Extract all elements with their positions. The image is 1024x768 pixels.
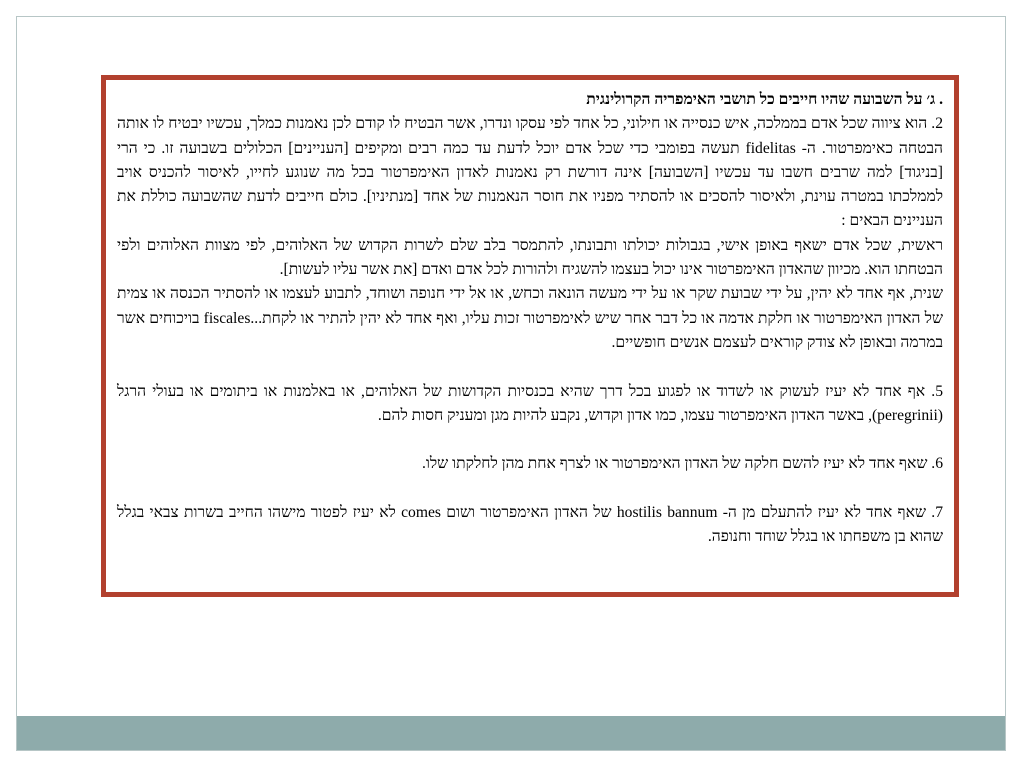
footer-band xyxy=(17,716,1005,750)
text-box xyxy=(101,75,959,597)
paragraph-5: 5. אף אחד לא יעיז לעשוק או לשדוד או לפגוע בכל דרך שהיא בכנסיות הקדושות של האלוהים, או באלמנות או ביתומים או בעולי הרגל (peregrinii), באשר האדון האימפרטור עצמו, כמו אדון וקדוש, נקבע להיות מגן ומעניק חסות להם. xyxy=(117,382,943,424)
document-body xyxy=(117,88,943,550)
document-heading: . ג׳ על השבועה שהיו חייבים כל תושבי האימפריה הקרולינגית xyxy=(586,91,943,108)
paragraph-2: 2. הוא ציווה שכל אדם בממלכה, איש כנסייה או חילוני, כל אחד לפי עסקו ונדרו, אשר הבטיח לו קודם לכן נאמנות כמלך, עכשיו יבטיח לו אותה הבטחה כאימפרטור. ה- fidelitas תעשה בפומבי כדי שכל אדם יוכל לדעת עד כמה רבים ומקיפים [העניינים] הכלולים בשבועה זו. כי הרי [בניגוד] למה שרבים חשבו עד עכשיו [השבועה] אינה דורשת רק נאמנות לאדון האימפרטור בכל מה שנוגע לחייו, לאיסור להכניס אויב לממלכתו במטרה עוינת, ולאיסור להסכים או להסתיר מפניו את חוסר הנאמנות של אחד [מנתיניו]. כולם חייבים לדעת שהשבועה כוללת את העניינים הבאים : xyxy=(117,115,943,230)
paragraph-7: 7. שאף אחד לא יעיז להתעלם מן ה- hostilis bannum של האדון האימפרטור ושום comes לא יעיז לפטור מישהו החייב בשרות צבאי בגלל שהוא בן משפחתו או בגלל שוחד וחנופה. xyxy=(117,504,944,546)
paragraph-6: 6. שאף אחד לא יעיז להשם חלקה של האדון האימפרטור או לצרף אחת מהן לחלקתו שלו. xyxy=(421,455,943,473)
slide xyxy=(16,16,1006,751)
paragraph-first: ראשית, שכל אדם ישאף באופן אישי, בגבולות יכולתו ותבונתו, להתמסר בלב שלם לשרות הקדוש של האלוהים, לפי מצוות האלוהים ולפי הבטחתו הוא. מכיוון שהאדון האימפרטור אינו יכול בעצמו להשגיח ולהורות לכל אדם ואדם [את אשר עליו לעשות]. xyxy=(117,236,943,279)
paragraph-second: שנית, אף אחד לא יהין, על ידי שבועת שקר או על ידי מעשה הונאה וכחש, או אל ידי חנופה ושוחד, לתבוע לעצמו או להסתיר הכנסה או צמית של האדון האימפרטור או חלקת אדמה או כל דבר אחר שיש לאימפרטור זכות עליו, ואף אחד לא יהין להתיר או לקחת...fiscales בויכוחים אשר במרמה ובאופן לא צודק קוראים לעצמם אנשים חופשיים. xyxy=(117,285,943,351)
